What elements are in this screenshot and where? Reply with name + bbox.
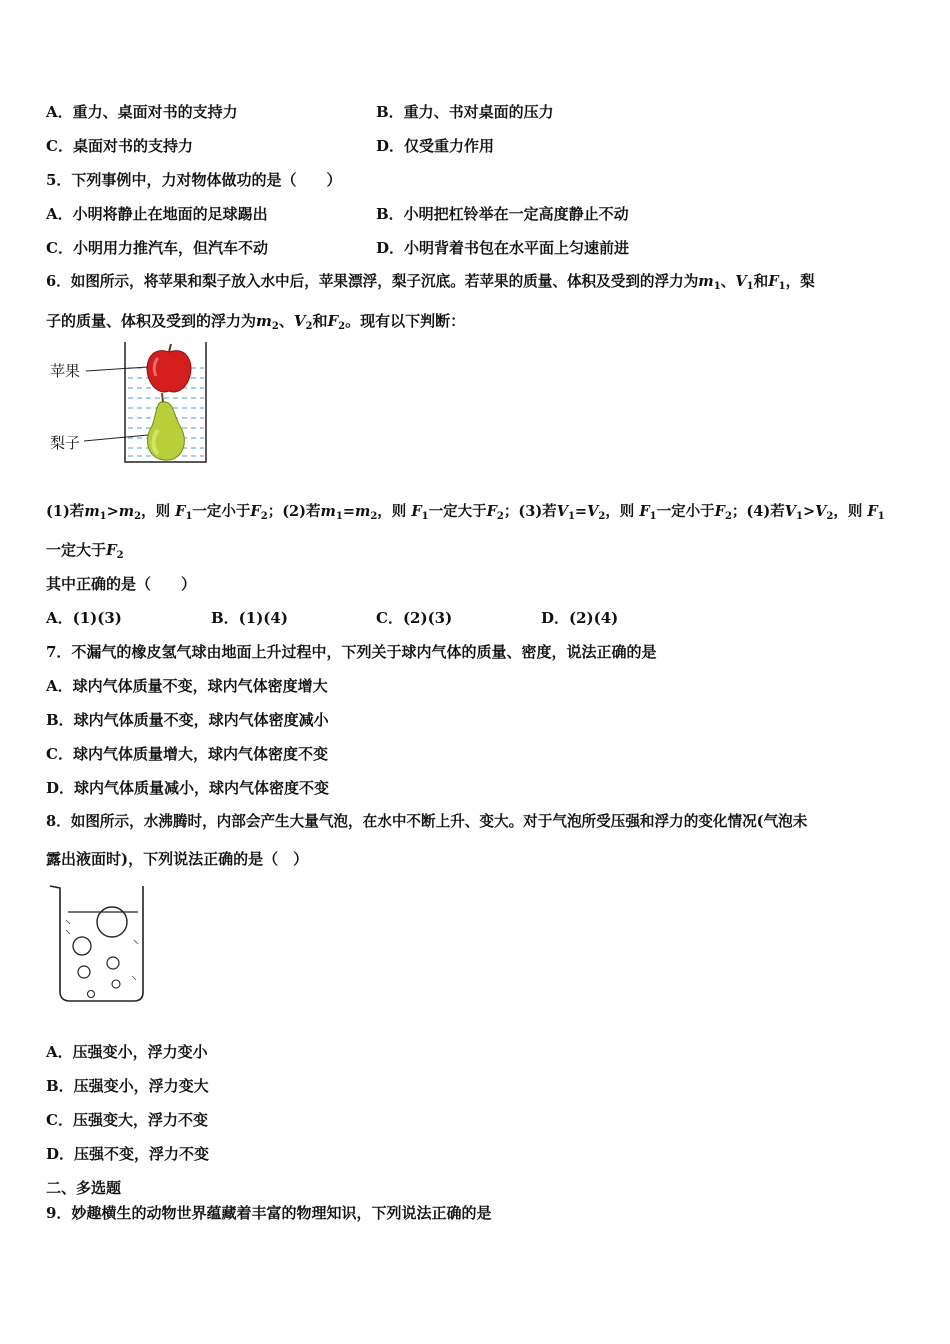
q6-option-b: B．(1)(4) [211, 609, 288, 627]
q4-option-b: B．重力、书对桌面的压力 [376, 103, 554, 121]
section-title: 二、多选题 [46, 1179, 122, 1197]
bubble-tiny-2 [88, 991, 95, 998]
apple-pear-figure [46, 338, 216, 468]
q8-option-c: C．压强变大，浮力不变 [46, 1111, 208, 1129]
q6-stem-line1: 6．如图所示，将苹果和梨子放入水中后，苹果漂浮，梨子沉底。若苹果的质量、体积及受到的浮力为$m_1$、$V_1$和$F_1$，梨 [46, 273, 815, 292]
q8-stem-line1: 8．如图所示，水沸腾时，内部会产生大量气泡，在水中不断上升、变大。对于气泡所受压强和浮力的变化情况(气泡未 [46, 813, 808, 830]
apple-label: 苹果 [50, 362, 81, 380]
q7-option-b: B．球内气体质量不变，球内气体密度减小 [46, 711, 329, 729]
pear-icon [148, 393, 185, 460]
q8-option-b: B．压强变小，浮力变大 [46, 1077, 209, 1095]
q6-judgements-line1: (1)若$m_1>m_2$，则 $F_1$一定小于$F_2$；(2)若$m_1=m_2$，则 $F_1$一定大于$F_2$；(3)若$V_1=V_2$，则 $F_1$一定小于$F_2$；(4)若$V_1>V_2$，则 $F_1$ [46, 503, 885, 522]
q6-option-c: C．(2)(3) [376, 609, 453, 627]
apple-icon [147, 344, 191, 392]
q8-stem-line2: 露出液面时)，下列说法正确的是（ ） [46, 850, 309, 868]
q7-option-c: C．球内气体质量增大，球内气体密度不变 [46, 745, 328, 763]
q4-option-a: A．重力、桌面对书的支持力 [46, 103, 238, 121]
q7-stem: 7．不漏气的橡皮氢气球由地面上升过程中，下列关于球内气体的质量、密度，说法正确的是 [46, 643, 657, 661]
q5-option-d: D．小明背着书包在水平面上匀速前进 [376, 239, 630, 257]
q4-option-d: D．仅受重力作用 [376, 137, 495, 155]
pear-label: 梨子 [50, 434, 81, 452]
q7-option-a: A．球内气体质量不变，球内气体密度增大 [46, 677, 328, 695]
beaker-outline [50, 886, 143, 1001]
q5-stem: 5．下列事例中，力对物体做功的是（ ） [46, 171, 342, 189]
bubble-small-1 [107, 957, 119, 969]
q6-option-d: D．(2)(4) [541, 609, 619, 627]
q4-option-c: C．桌面对书的支持力 [46, 137, 193, 155]
bubble-tiny-1 [112, 980, 120, 988]
q6-judgements-line2: 一定大于$F_2$ [46, 541, 124, 561]
q9-stem: 9．妙趣横生的动物世界蕴藏着丰富的物理知识，下列说法正确的是 [46, 1204, 492, 1222]
bubble-small-2 [78, 966, 90, 978]
water-marks [66, 920, 138, 980]
q5-option-c: C．小明用力推汽车，但汽车不动 [46, 239, 268, 257]
q5-option-b: B．小明把杠铃举在一定高度静止不动 [376, 205, 629, 223]
q6-stem-line2: 子的质量、体积及受到的浮力为$m_2$、$V_2$和$F_2$。现有以下判断： [46, 312, 466, 332]
boiling-beaker-figure [46, 880, 150, 1006]
bubble-medium [73, 937, 91, 955]
q7-option-d: D．球内气体质量减小，球内气体密度不变 [46, 779, 330, 797]
q8-option-a: A．压强变小，浮力变小 [46, 1043, 208, 1061]
beaker-diagram [46, 880, 150, 1006]
q5-option-a: A．小明将静止在地面的足球踢出 [46, 205, 268, 223]
q6-option-a: A．(1)(3) [46, 609, 122, 627]
q8-option-d: D．压强不变，浮力不变 [46, 1145, 210, 1163]
q6-which: 其中正确的是（ ） [46, 575, 197, 593]
apple-leader-line [86, 367, 148, 371]
